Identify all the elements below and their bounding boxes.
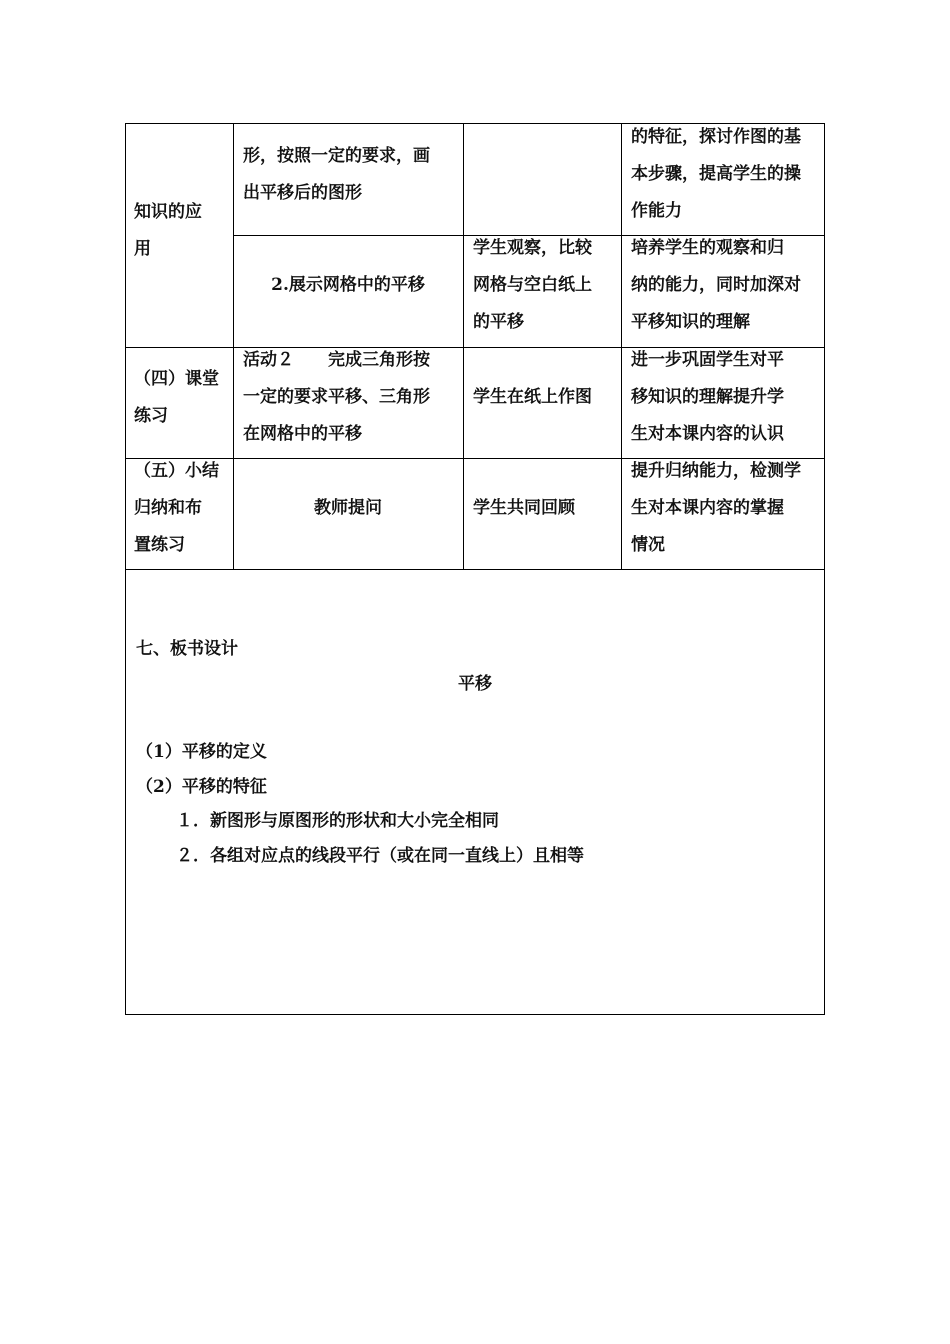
cell-line: 学生观察，比较 xyxy=(473,238,592,258)
cell-line: 归纳和布 xyxy=(134,498,202,518)
cell-line: 教师提问 xyxy=(314,498,382,518)
cell-line: 出平移后的图形 xyxy=(243,183,362,203)
design-intent-cell xyxy=(631,230,823,341)
stage-cell xyxy=(134,361,232,435)
cell-line: 情况 xyxy=(631,535,665,555)
cell-line: 纳的能力，同时加深对 xyxy=(631,275,801,295)
cell-line: 活动２ 完成三角形按 xyxy=(243,350,430,370)
student-activity-cell xyxy=(473,230,619,341)
cell-line: 知识的应 xyxy=(134,202,202,222)
design-intent-cell xyxy=(631,453,823,564)
cell-line: 作能力 xyxy=(631,201,682,221)
student-activity-cell xyxy=(473,379,619,416)
cell-line: 的特征，探讨作图的基 xyxy=(631,127,801,147)
cell-line: 的平移 xyxy=(473,312,524,332)
cell-line: 学生在纸上作图 xyxy=(473,387,592,407)
cell-line: 生对本课内容的认识 xyxy=(631,424,784,444)
board-subitem: ２．各组对应点的线段平行（或在同一直线上）且相等 xyxy=(176,846,584,866)
cell-line: 提升归纳能力，检测学 xyxy=(631,461,801,481)
cell-line: 一定的要求平移、三角形 xyxy=(243,387,430,407)
cell-line: 培养学生的观察和归 xyxy=(631,238,784,258)
cell-line: （四）课堂 xyxy=(134,369,219,389)
board-item: （2）平移的特征 xyxy=(136,777,267,797)
cell-line: 在网格中的平移 xyxy=(243,424,362,444)
cell-line: （五）小结 xyxy=(134,461,219,481)
cell-line: 移知识的理解提升学 xyxy=(631,387,784,407)
cell-line: 练习 xyxy=(134,406,168,426)
stage-cell xyxy=(134,194,230,268)
table-divider xyxy=(125,569,825,570)
stage-cell xyxy=(134,453,232,564)
teacher-activity-cell xyxy=(243,342,461,453)
cell-line: 形，按照一定的要求，画 xyxy=(243,146,430,166)
section-title: 七、板书设计 xyxy=(136,639,238,659)
teacher-activity-cell xyxy=(243,138,461,212)
design-intent-cell xyxy=(631,119,823,230)
teacher-activity-cell xyxy=(233,267,463,304)
cell-line: 网格与空白纸上 xyxy=(473,275,592,295)
cell-line: 用 xyxy=(134,239,151,259)
design-intent-cell xyxy=(631,342,823,453)
board-title: 平移 xyxy=(458,674,492,694)
teacher-activity-cell xyxy=(233,490,463,527)
cell-line: 2.展示网格中的平移 xyxy=(271,275,425,295)
cell-line: 本步骤，提高学生的操 xyxy=(631,164,801,184)
board-subitem: １．新图形与原图形的形状和大小完全相同 xyxy=(176,811,499,831)
board-item: （1）平移的定义 xyxy=(136,742,267,762)
cell-line: 学生共同回顾 xyxy=(473,498,575,518)
cell-line: 进一步巩固学生对平 xyxy=(631,350,784,370)
cell-line: 生对本课内容的掌握 xyxy=(631,498,784,518)
cell-line: 置练习 xyxy=(134,535,185,555)
student-activity-cell xyxy=(473,490,619,527)
cell-line: 平移知识的理解 xyxy=(631,312,750,332)
